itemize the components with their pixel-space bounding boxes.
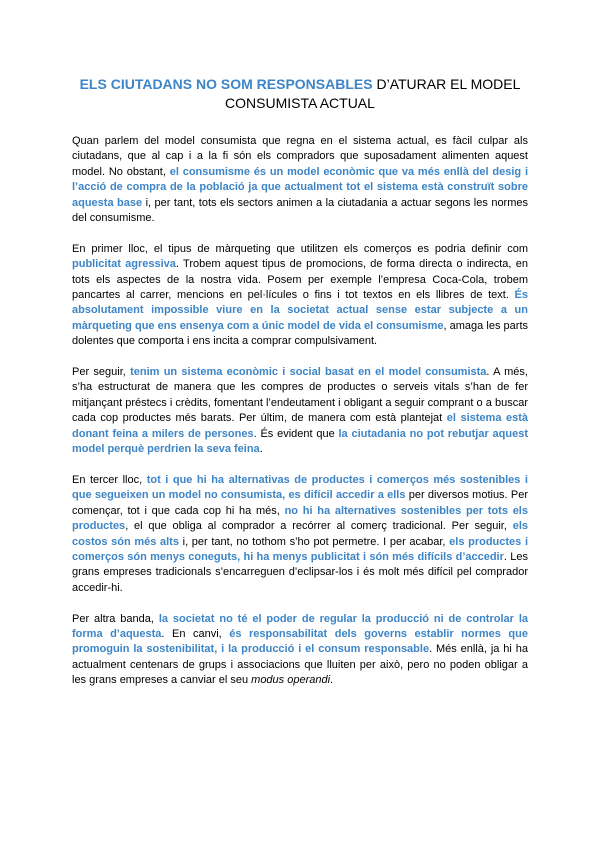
text-segment: . És evident que — [253, 427, 339, 440]
document-title — [72, 75, 528, 113]
highlighted-text: els costos són més alts — [72, 520, 528, 548]
text-segment: En tercer lloc, — [72, 473, 147, 486]
highlighted-text: publicitat agressiva — [72, 258, 176, 271]
text-segment: Quan parlem del model consumista que regna en el sistema actual, es fàcil culpar als ciutadans, que al cap i a la fi són els compradors que suposadament alimenten aquest model. No obstant, — [72, 135, 528, 178]
highlighted-text: tot i que hi ha alternativas de productes i comerços més sostenibles i que segueixen un model no consumista, es difícil accedir a ells — [72, 473, 528, 502]
paragraph — [72, 242, 528, 350]
text-segment: i, per tant, no tothom s’ho pot permetre. I per acabar, — [178, 535, 450, 548]
text-segment: . Més enllà, ja hi ha actualment centenars de grups i associacions que lluiten per això, pero no poden obligar a les grans empreses a canviar el seu — [72, 643, 528, 687]
italic-text: modus operandi — [251, 674, 331, 687]
highlighted-text: el consumisme és un model econòmic que va més enllà del desig i l’acció de compra de la població ja que actualment tot el sistema està construït sobre aquesta base — [72, 165, 529, 209]
highlighted-text: la societat no té el poder de regular la producció ni de controlar la forma d’aquesta — [72, 612, 528, 640]
paragraph — [72, 473, 528, 596]
text-segment: En primer lloc, el tipus de màrqueting que utilitzen els comerços es podria definir com — [72, 242, 528, 255]
paragraph — [72, 612, 528, 689]
title-rest: D’ATURAR EL MODEL CONSUMISTA ACTUAL — [225, 76, 521, 111]
highlighted-text: tenim un sistema econòmic i social basat en el model consumista — [130, 366, 487, 379]
text-segment: Per seguir, — [72, 366, 131, 379]
text-segment: per diversos motius. Per començar, tot i que cada cop hi ha més, — [72, 489, 529, 517]
paragraph — [72, 134, 528, 226]
text-segment: Per altra banda, — [72, 612, 159, 625]
highlighted-text: el sistema està donant feina a milers de persones — [72, 412, 528, 440]
highlighted-text: no hi ha alternatives sostenibles per tots els productes — [72, 504, 528, 533]
text-segment: . Trobem aquest tipus de promocions, de forma directa o indirecta, en tots els aspectes de la nostra vida. Posem per exemple l’empresa Coca-Cola, trobem pancartes al carrer, mencions en pel·lícules o fins i tot textos en els llibres de text. — [72, 258, 528, 302]
text-segment: . A més, s’ha estructurat de manera que les compres de productes o serveis vitals s’han de fer mitjançant préstecs i crèdits, fomentant l’endeutament i obligant a seguir comprant o a buscar cada cop productes més barats. Per últim, de manera com està plantejat — [72, 366, 528, 425]
text-segment: i, per tant, tots els sectors animen a la ciutadania a actuar segons les normes del consumisme. — [72, 196, 529, 225]
highlighted-text: és responsabilitat dels governs establir normes que promoguin la sostenibilitat, i la producció i el consum responsable — [72, 627, 528, 656]
highlighted-text: És absolutament impossible viure en la societat actual sense estar subjecte a un màrqueting que ens ensenya com a únic model de vida el consumisme — [72, 289, 528, 332]
text-segment: . — [330, 674, 334, 687]
text-segment: , amaga les parts dolentes que comporta i ens incita a comprar compulsivament. — [72, 319, 528, 348]
document-body — [72, 134, 528, 704]
text-segment: . En canvi, — [161, 627, 230, 640]
text-segment: . Les grans empreses tradicionals s’encarreguen d’eclipsar-los i és molt més difícil pel comprador accedir-hi. — [72, 550, 528, 594]
title-highlight: ELS CIUTADANS NO SOM RESPONSABLES — [79, 76, 373, 92]
paragraph — [72, 365, 528, 457]
highlighted-text: els productes i comerços són menys coneguts, hi ha menys publicitat i són més difícils d’accedir — [72, 535, 528, 563]
text-segment: . — [259, 443, 263, 456]
text-segment: , el que obliga al comprador a recórrer al comerç tradicional. Per seguir, — [125, 520, 513, 533]
highlighted-text: la ciutadania no pot rebutjar aquest model perquè perdrien la seva feina — [72, 427, 529, 456]
